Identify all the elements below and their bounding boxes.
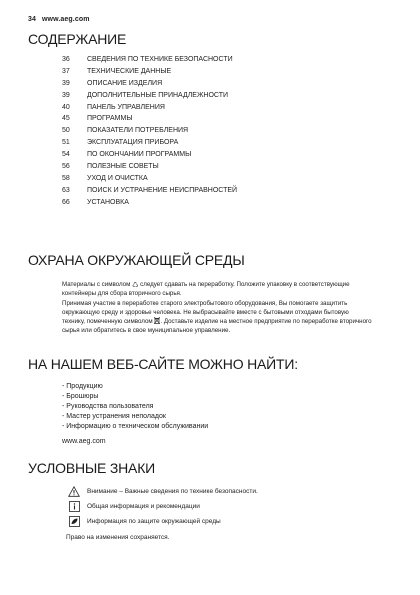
header-site: www.aeg.com — [42, 16, 90, 23]
symbol-row-warning: Внимание – Важные сведения по технике безопасности. — [66, 485, 258, 497]
toc-label: ПОКАЗАТЕЛИ ПОТРЕБЛЕНИЯ — [87, 127, 189, 135]
warning-icon — [66, 485, 82, 497]
toc-label: ДОПОЛНИТЕЛЬНЫЕ ПРИНАДЛЕЖНОСТИ — [87, 91, 229, 99]
toc-label: УХОД И ОЧИСТКА — [87, 174, 148, 182]
page-header — [28, 16, 96, 23]
toc-label: ТЕХНИЧЕСКИЕ ДАННЫЕ — [87, 67, 172, 75]
website-title: НА НАШЕМ ВЕБ-САЙТЕ МОЖНО НАЙТИ: — [28, 356, 298, 372]
environment-text — [62, 280, 372, 336]
toc-label: СВЕДЕНИЯ ПО ТЕХНИКЕ БЕЗОПАСНОСТИ — [87, 56, 233, 63]
website-list-item: - Мастер устранения неполадок — [62, 413, 166, 420]
info-icon — [66, 500, 82, 512]
toc-item[interactable] — [62, 149, 237, 161]
toc-page-number: 45 — [62, 115, 70, 123]
toc-page-number: 54 — [62, 151, 70, 159]
toc-item[interactable] — [62, 161, 237, 173]
toc-item[interactable] — [62, 54, 237, 66]
symbol-row-eco: Информация по защите окружающей среды — [66, 515, 221, 527]
toc-label: ПО ОКОНЧАНИИ ПРОГРАММЫ — [87, 151, 192, 159]
toc-label: ПОЛЕЗНЫЕ СОВЕТЫ — [87, 163, 159, 171]
toc-page-number: 40 — [62, 103, 70, 111]
website-url[interactable]: www.aeg.com — [62, 438, 106, 445]
website-list-item: - Руководства пользователя — [62, 403, 154, 410]
toc-item[interactable] — [62, 137, 237, 149]
toc-item[interactable] — [62, 173, 237, 185]
environment-title: ОХРАНА ОКРУЖАЮЩЕЙ СРЕДЫ — [28, 252, 245, 268]
toc-item[interactable] — [62, 66, 237, 78]
toc-page-number: 50 — [62, 127, 70, 135]
website-list-item: - Брошюры — [62, 393, 99, 400]
toc-page-number: 36 — [62, 56, 70, 63]
toc-label: ПРОГРАММЫ — [87, 115, 133, 123]
toc-page-number: 37 — [62, 67, 70, 75]
website-list — [62, 382, 208, 432]
toc-item[interactable] — [62, 90, 237, 102]
environment-paragraph-2: Принимая участие в переработке старого электробытового оборудования, Вы помогаете защитить окружающую среду и здоровье человека. Не выбрасывайте вместе с бытовыми отходами бытовую технику, помеченную символом . Доставьте изделие на местное предприятие по переработке вторичного сырья или обратитесь в свое муниципальное управление. — [62, 299, 372, 335]
website-list-item: - Продукцию — [62, 383, 103, 390]
toc-item[interactable] — [62, 113, 237, 125]
toc-page-number: 66 — [62, 198, 70, 206]
toc-label: ЭКСПЛУАТАЦИЯ ПРИБОРА — [87, 139, 179, 147]
changes-reserved-note: Право на изменения сохраняется. — [66, 534, 170, 541]
symbols-title: УСЛОВНЫЕ ЗНАКИ — [28, 460, 156, 476]
toc-page-number: 63 — [62, 186, 70, 194]
page-number: 34 — [28, 16, 36, 23]
website-list-item: - Информацию о техническом обслуживании — [62, 423, 209, 430]
toc-label: ОПИСАНИЕ ИЗДЕЛИЯ — [87, 79, 163, 87]
toc-label: УСТАНОВКА — [87, 198, 129, 206]
toc-label: ПАНЕЛЬ УПРАВЛЕНИЯ — [87, 103, 165, 111]
toc-item[interactable] — [62, 185, 237, 197]
toc-title: СОДЕРЖАНИЕ — [28, 31, 127, 47]
toc-label: ПОИСК И УСТРАНЕНИЕ НЕИСПРАВНОСТЕЙ — [87, 186, 238, 194]
toc-page-number: 39 — [62, 79, 70, 87]
toc-item[interactable] — [62, 78, 237, 90]
toc-item[interactable] — [62, 197, 237, 209]
toc-page-number: 51 — [62, 139, 70, 147]
recycle-icon: ♺ — [132, 282, 139, 289]
toc-item[interactable] — [62, 125, 237, 137]
symbol-row-info: Общая информация и рекомендации — [66, 500, 200, 512]
toc-list — [62, 54, 237, 209]
toc-page-number: 58 — [62, 174, 70, 182]
toc-page-number: 56 — [62, 163, 70, 171]
environment-paragraph-1: Материалы с символом ♺ следует сдавать на переработку. Положите упаковку в соответствующие контейнеры для сбора вторичного сырья. — [62, 281, 350, 298]
toc-page-number: 39 — [62, 91, 70, 99]
eco-icon — [66, 515, 82, 527]
toc-item[interactable] — [62, 102, 237, 114]
